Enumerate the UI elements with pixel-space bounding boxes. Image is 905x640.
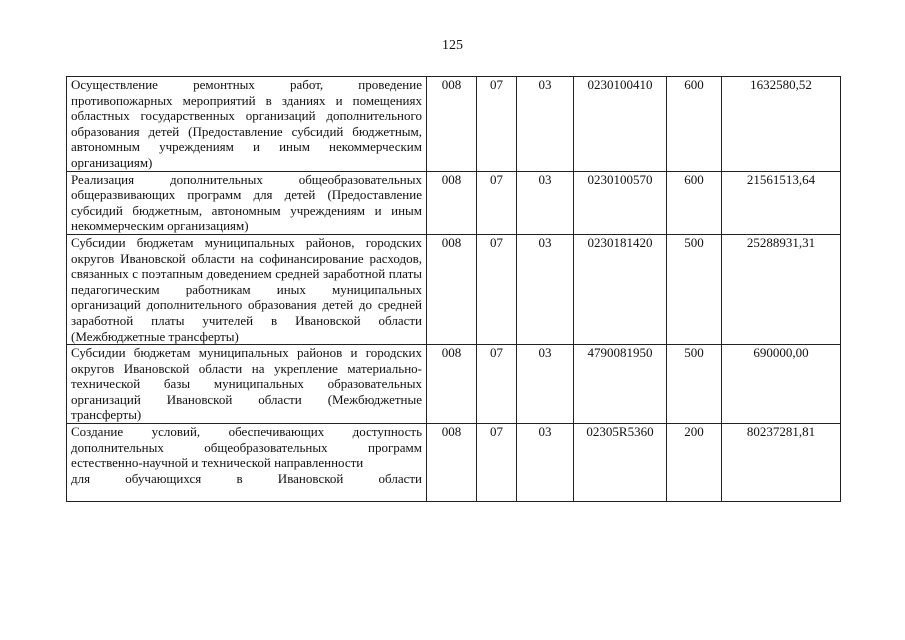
subsection-code: 03 bbox=[517, 424, 574, 502]
row-description: Создание условий, обеспечивающих доступность дополнительных общеобразовательных программ естественно-научной и технической направленности для обучающихся в Ивановской области bbox=[67, 424, 427, 502]
amount: 690000,00 bbox=[722, 345, 841, 424]
table-row bbox=[67, 77, 841, 172]
row-description: Субсидии бюджетам муниципальных районов, городских округов Ивановской области на софинансирование расходов, связанных с поэтапным доведением средней заработной платы педагогическим работникам иных муниципальных организаций дополнительного образования детей до средней заработной платы учителей в Ивановской области (Межбюджетные трансферты) bbox=[67, 234, 427, 344]
budget-table bbox=[66, 76, 841, 502]
target-code: 02305R5360 bbox=[574, 424, 667, 502]
amount: 21561513,64 bbox=[722, 171, 841, 234]
table-row bbox=[67, 345, 841, 424]
expense-type-code: 500 bbox=[667, 234, 722, 344]
section-code: 07 bbox=[477, 424, 517, 502]
amount: 80237281,81 bbox=[722, 424, 841, 502]
expense-type-code: 200 bbox=[667, 424, 722, 502]
row-description: Осуществление ремонтных работ, проведение противопожарных мероприятий в зданиях и помещениях областных государственных организаций дополнительного образования детей (Предоставление субсидий бюджетным, автономным учреждениям и иным некоммерческим организациям) bbox=[67, 77, 427, 172]
ministry-code: 008 bbox=[427, 77, 477, 172]
row-description: Реализация дополнительных общеобразовательных общеразвивающих программ для детей (Предоставление субсидий бюджетным, автономным учреждениям и иным некоммерческим организациям) bbox=[67, 171, 427, 234]
row-description-continued: для обучающихся в Ивановской области bbox=[71, 470, 422, 486]
subsection-code: 03 bbox=[517, 234, 574, 344]
target-code: 0230181420 bbox=[574, 234, 667, 344]
expense-type-code: 600 bbox=[667, 171, 722, 234]
section-code: 07 bbox=[477, 77, 517, 172]
expense-type-code: 600 bbox=[667, 77, 722, 172]
target-code: 0230100410 bbox=[574, 77, 667, 172]
section-code: 07 bbox=[477, 345, 517, 424]
table-row bbox=[67, 234, 841, 344]
amount: 25288931,31 bbox=[722, 234, 841, 344]
ministry-code: 008 bbox=[427, 234, 477, 344]
ministry-code: 008 bbox=[427, 424, 477, 502]
subsection-code: 03 bbox=[517, 77, 574, 172]
table-row bbox=[67, 171, 841, 234]
section-code: 07 bbox=[477, 171, 517, 234]
section-code: 07 bbox=[477, 234, 517, 344]
subsection-code: 03 bbox=[517, 345, 574, 424]
target-code: 4790081950 bbox=[574, 345, 667, 424]
page-number: 125 bbox=[442, 38, 463, 53]
ministry-code: 008 bbox=[427, 345, 477, 424]
row-description: Субсидии бюджетам муниципальных районов и городских округов Ивановской области на укрепление материально-технической базы муниципальных образовательных организаций Ивановской области (Межбюджетные трансферты) bbox=[67, 345, 427, 424]
expense-type-code: 500 bbox=[667, 345, 722, 424]
target-code: 0230100570 bbox=[574, 171, 667, 234]
subsection-code: 03 bbox=[517, 171, 574, 234]
amount: 1632580,52 bbox=[722, 77, 841, 172]
table-row bbox=[67, 424, 841, 502]
ministry-code: 008 bbox=[427, 171, 477, 234]
